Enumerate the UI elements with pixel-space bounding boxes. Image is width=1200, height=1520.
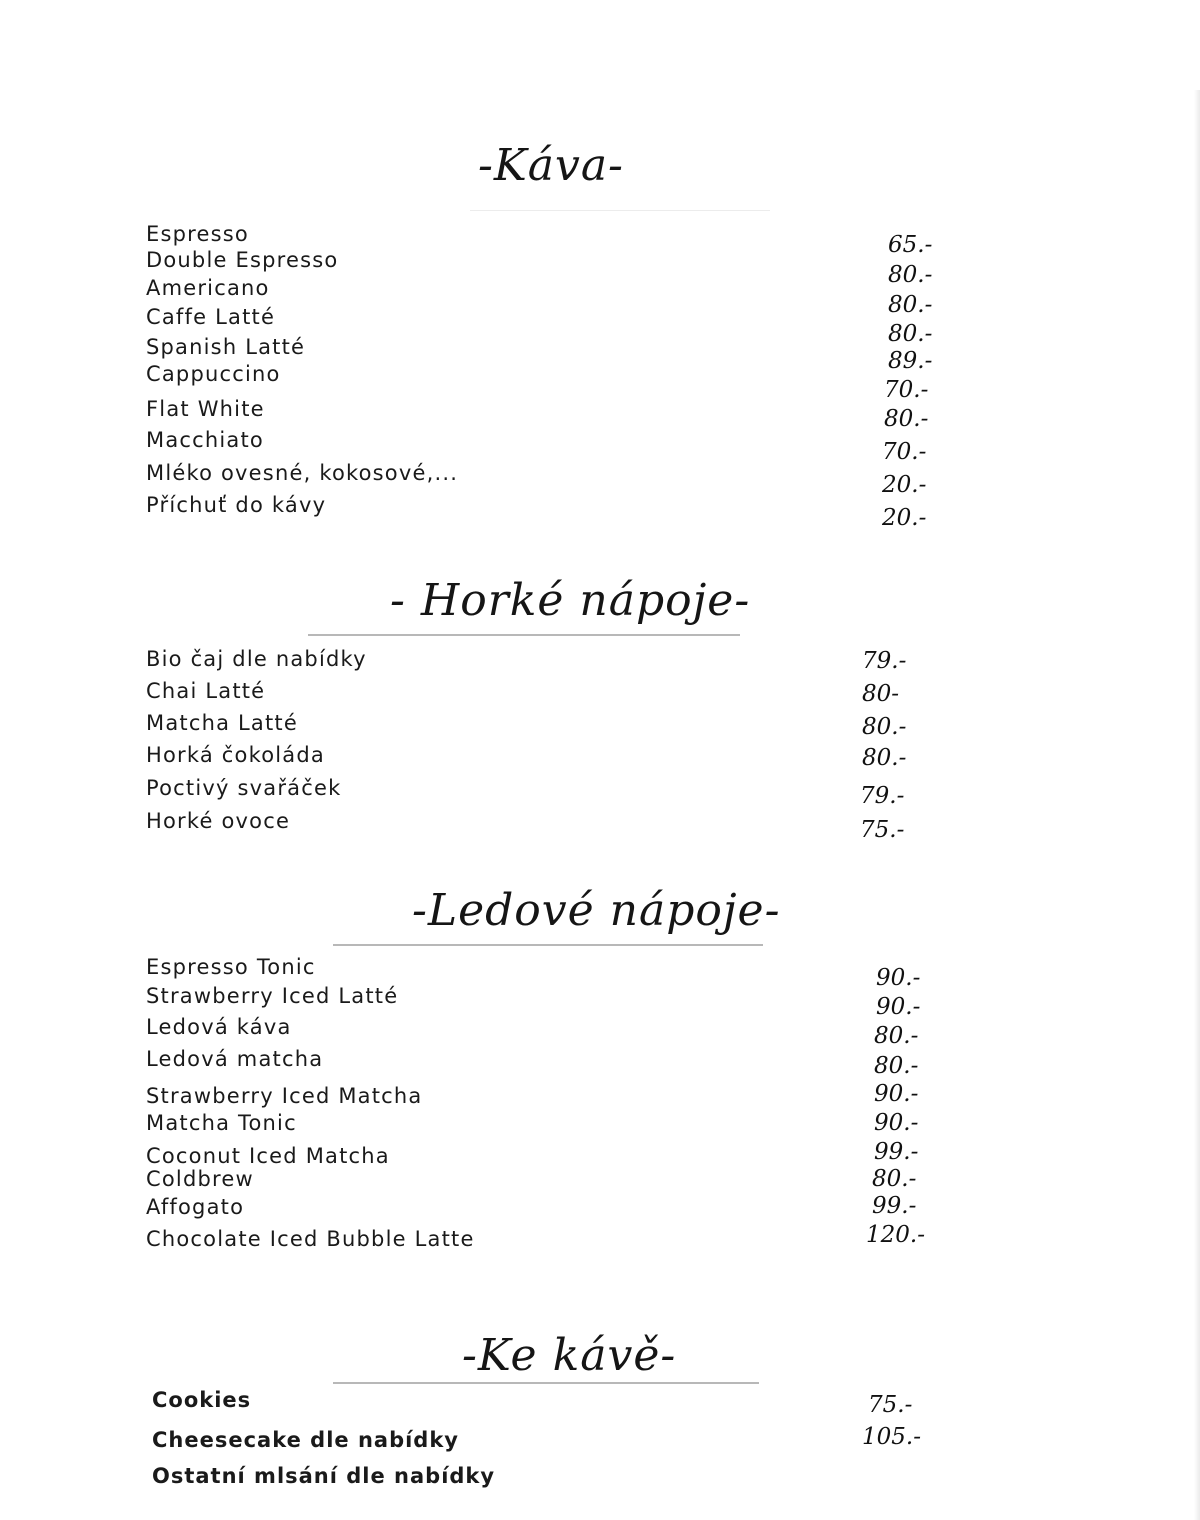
menu-item-name: Espresso	[146, 222, 249, 246]
menu-item-price: 79.-	[862, 648, 907, 674]
page-edge-shadow	[1194, 90, 1200, 1520]
section-rule-ke-kave	[333, 1382, 759, 1384]
section-title-ledove-napoje: -Ledové nápoje-	[412, 885, 781, 936]
menu-item-price: 70.-	[884, 377, 929, 403]
section-title-horke-napoje: - Horké nápoje-	[390, 575, 751, 626]
menu-item-name: Ledová káva	[146, 1015, 292, 1039]
menu-item-price: 80.-	[874, 1023, 919, 1049]
menu-item-name: Spanish Latté	[146, 335, 306, 359]
menu-item-name: Caffe Latté	[146, 305, 276, 329]
menu-item-name: Strawberry Iced Matcha	[146, 1084, 423, 1108]
section-rule-ledove-napoje	[333, 944, 763, 946]
menu-item-name: Chai Latté	[146, 679, 266, 703]
section-title-kava: -Káva-	[478, 140, 624, 191]
menu-item-price: 89.-	[888, 348, 933, 374]
menu-item-name: Matcha Tonic	[146, 1111, 297, 1135]
menu-item-name: Espresso Tonic	[146, 955, 316, 979]
menu-item-name: Ledová matcha	[146, 1047, 324, 1071]
menu-item-name: Matcha Latté	[146, 711, 298, 735]
menu-item-price: 65.-	[888, 232, 933, 258]
menu-item-name: Bio čaj dle nabídky	[146, 647, 367, 671]
menu-item-name: Příchuť do kávy	[146, 493, 327, 517]
menu-item-name: Cookies	[152, 1388, 252, 1412]
menu-item-name: Double Espresso	[146, 248, 339, 272]
menu-item-name: Macchiato	[146, 428, 264, 452]
menu-item-name: Cappuccino	[146, 362, 281, 386]
menu-item-name: Strawberry Iced Latté	[146, 984, 399, 1008]
menu-item-price: 120.-	[866, 1222, 925, 1248]
menu-item-price: 75.-	[868, 1392, 913, 1418]
menu-item-price: 80.-	[888, 321, 933, 347]
menu-item-price: 20.-	[882, 505, 927, 531]
menu-item-price: 80.-	[862, 745, 907, 771]
menu-item-name: Ostatní mlsání dle nabídky	[152, 1464, 496, 1488]
menu-item-price: 80.-	[862, 714, 907, 740]
menu-item-price: 90.-	[876, 965, 921, 991]
menu-item-price: 99.-	[874, 1139, 919, 1165]
menu-item-name: Horké ovoce	[146, 809, 291, 833]
menu-item-price: 90.-	[876, 994, 921, 1020]
menu-item-name: Poctivý svařáček	[146, 776, 342, 800]
menu-item-price: 99.-	[872, 1193, 917, 1219]
menu-item-name: Horká čokoláda	[146, 743, 325, 767]
menu-item-price: 80.-	[884, 406, 929, 432]
menu-item-name: Flat White	[146, 397, 265, 421]
menu-item-name: Americano	[146, 276, 270, 300]
menu-item-name: Chocolate Iced Bubble Latte	[146, 1227, 475, 1251]
menu-item-name: Cheesecake dle nabídky	[152, 1428, 459, 1452]
menu-item-price: 90.-	[874, 1081, 919, 1107]
section-rule-horke-napoje	[308, 634, 740, 636]
menu-item-price: 80.-	[874, 1053, 919, 1079]
menu-item-name: Mléko ovesné, kokosové,...	[146, 461, 459, 485]
menu-item-price: 80.-	[872, 1166, 917, 1192]
menu-item-name: Affogato	[146, 1195, 245, 1219]
menu-item-price: 75.-	[860, 817, 905, 843]
menu-item-price: 80-	[862, 681, 900, 707]
menu-item-price: 90.-	[874, 1110, 919, 1136]
menu-item-name: Coconut Iced Matcha	[146, 1144, 390, 1168]
menu-item-price: 20.-	[882, 472, 927, 498]
menu-item-name: Coldbrew	[146, 1167, 254, 1191]
section-title-ke-kave: -Ke kávě-	[462, 1330, 677, 1381]
section-rule-kava	[470, 210, 770, 211]
menu-item-price: 70.-	[882, 439, 927, 465]
menu-item-price: 80.-	[888, 292, 933, 318]
menu-item-price: 105.-	[862, 1424, 921, 1450]
menu-item-price: 79.-	[860, 783, 905, 809]
menu-item-price: 80.-	[888, 262, 933, 288]
